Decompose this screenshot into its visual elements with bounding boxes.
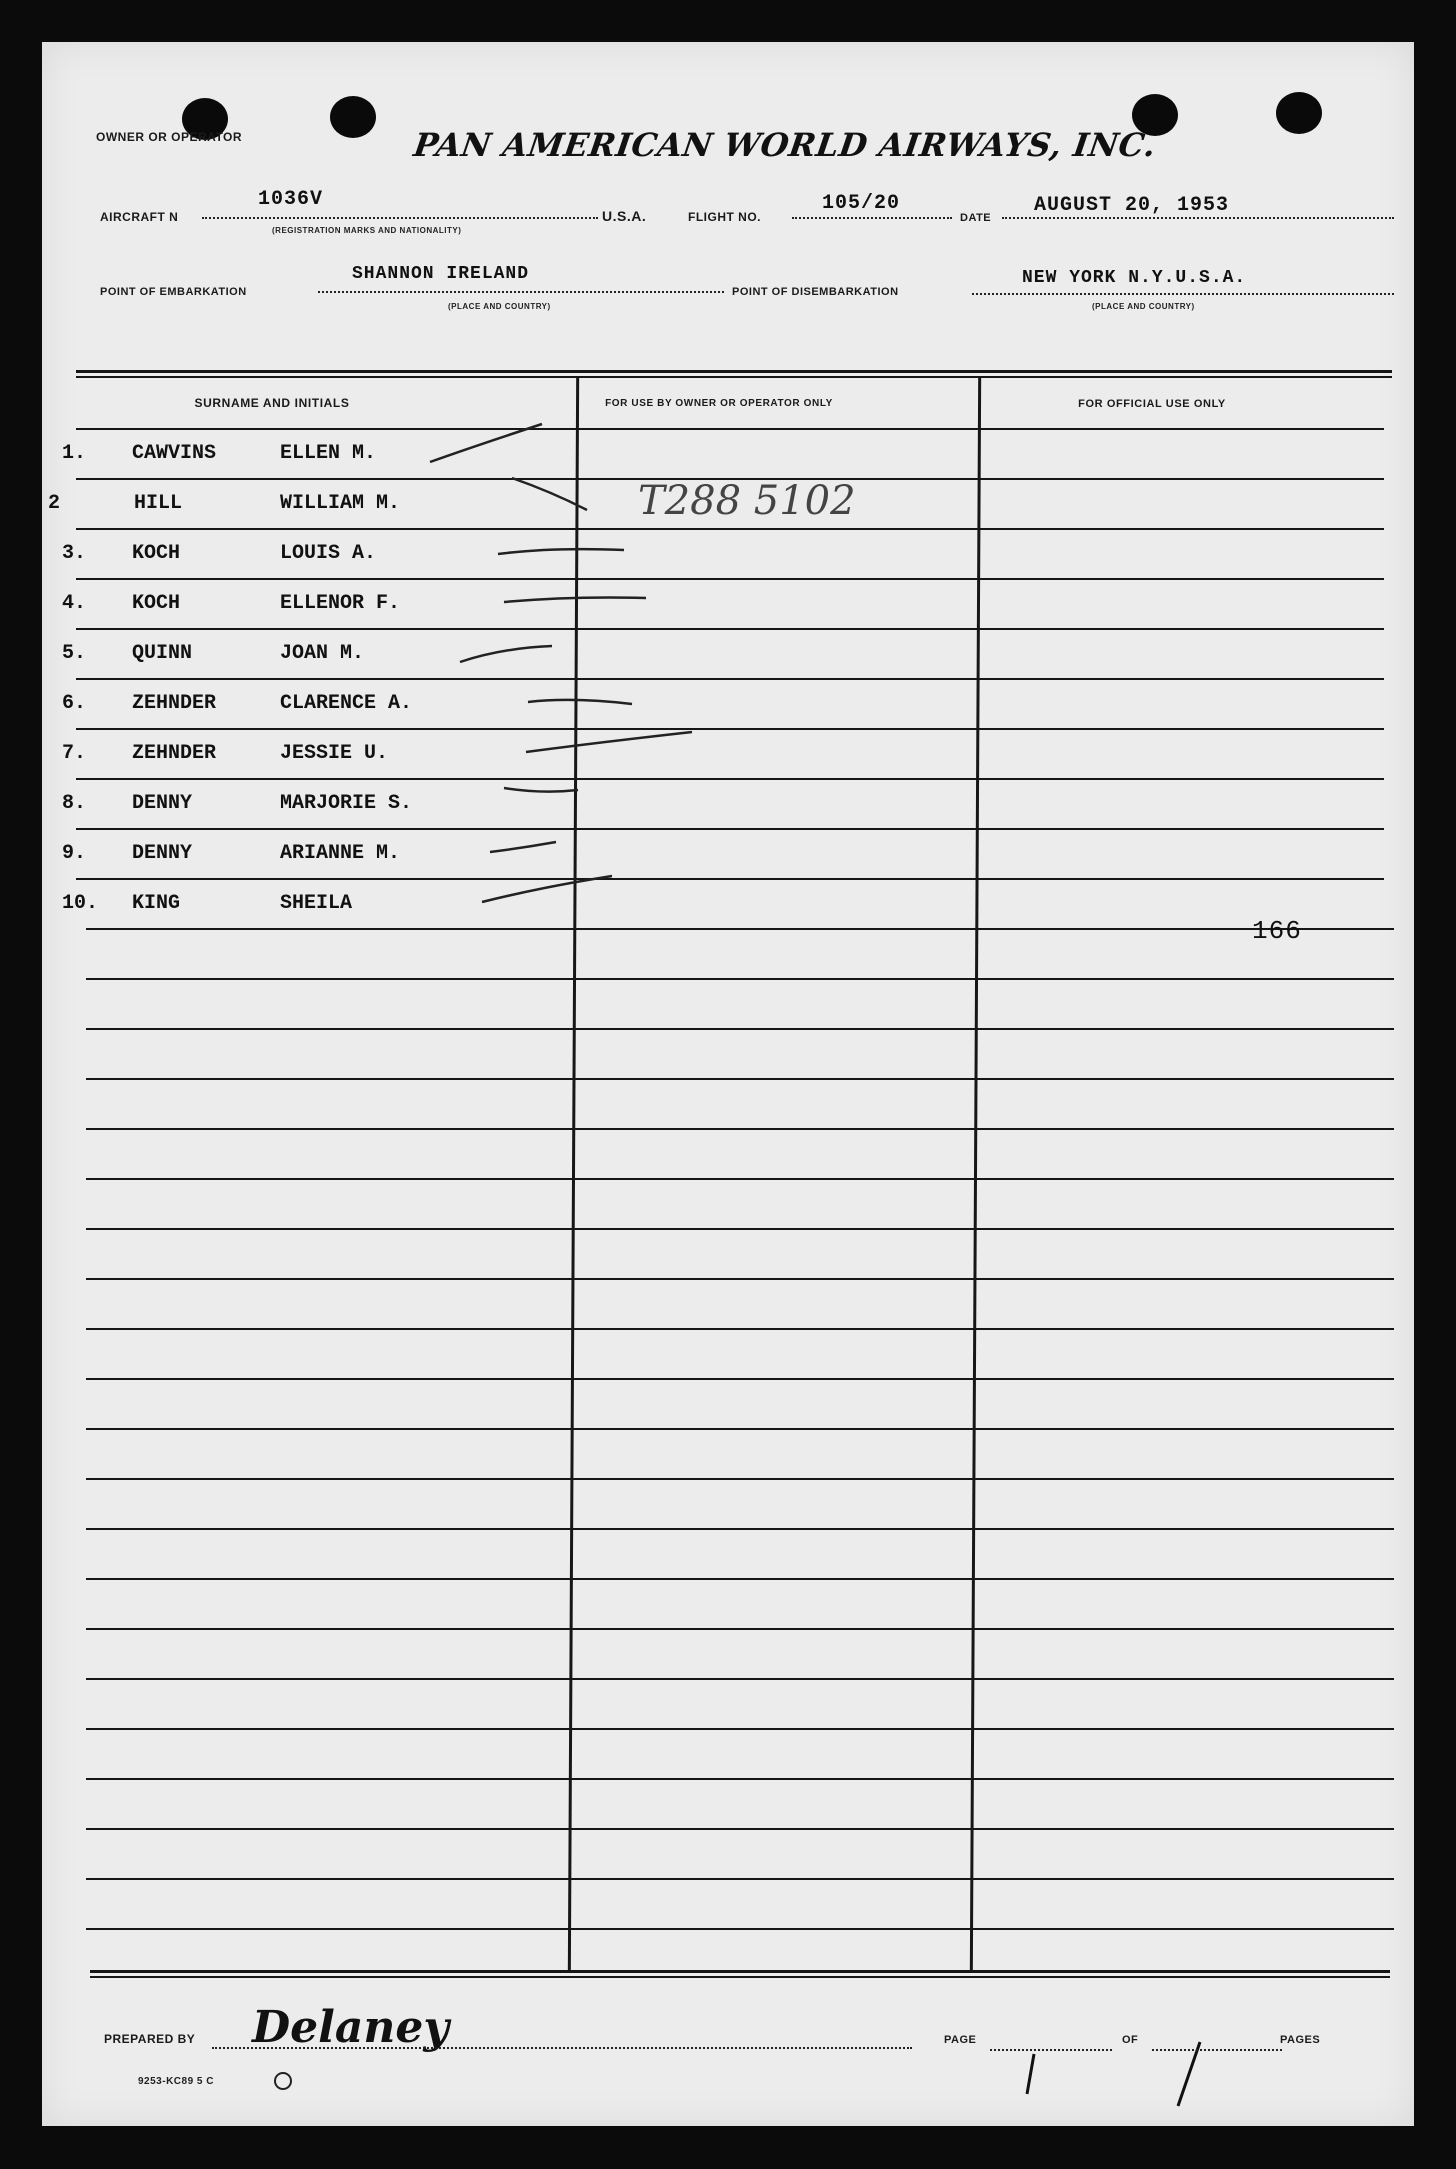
passenger-surname: KING [132, 892, 181, 915]
check-mark [512, 478, 587, 510]
passenger-given: ARIANNE M. [280, 842, 401, 865]
check-mark [526, 732, 692, 752]
pages-label: PAGES [1280, 2034, 1321, 2046]
form-code: 9253-KC89 5 C [138, 2076, 214, 2087]
airline-name: PAN AMERICAN WORLD AIRWAYS, INC. [411, 126, 1159, 164]
manifest-sheet [42, 42, 1414, 2126]
page-stroke [1027, 2054, 1034, 2094]
passenger-given: MARJORIE S. [280, 792, 413, 815]
passenger-surname: CAWVINS [132, 442, 217, 465]
prepared-label: PREPARED BY [104, 2032, 196, 2046]
official-count: 166 [1252, 916, 1302, 946]
passenger-given: CLARENCE A. [280, 692, 413, 715]
check-mark [490, 842, 556, 852]
usa-label: U.S.A. [602, 208, 647, 224]
page-line [990, 2048, 1112, 2051]
check-mark [504, 788, 578, 792]
row-number: 2 [48, 492, 61, 515]
passenger-given: WILLIAM M. [280, 492, 401, 515]
disembark-label: POINT OF DISEMBARKATION [732, 286, 899, 298]
date-label: DATE [960, 212, 992, 224]
prepared-line [212, 2046, 912, 2049]
date-value: AUGUST 20, 1953 [1034, 194, 1230, 217]
embark-value: SHANNON IRELAND [352, 264, 530, 284]
passenger-surname: KOCH [132, 592, 181, 615]
col-head-official: FOR OFFICIAL USE ONLY [1078, 398, 1226, 410]
passenger-given: JESSIE U. [280, 742, 389, 765]
row-number: 9. [62, 842, 87, 865]
registration-note: (REGISTRATION MARKS AND NATIONALITY) [272, 226, 462, 235]
passenger-given: SHEILA [280, 892, 353, 915]
row-number: 10. [62, 892, 99, 915]
row-number: 6. [62, 692, 87, 715]
row-number: 7. [62, 742, 87, 765]
page-label: PAGE [944, 2034, 977, 2046]
embark-note: (PLACE AND COUNTRY) [448, 302, 551, 311]
row-number: 4. [62, 592, 87, 615]
col-head-surname: SURNAME AND INITIALS [194, 396, 350, 410]
of-value [1192, 2032, 1193, 2033]
row-number: 8. [62, 792, 87, 815]
aircraft-value: 1036V [258, 188, 324, 211]
owner-label: OWNER OR OPERATOR [96, 130, 243, 144]
of-label: OF [1122, 2034, 1139, 2046]
union-bug-icon [274, 2072, 292, 2090]
check-mark [460, 646, 552, 662]
flight-label: FLIGHT NO. [688, 210, 761, 224]
passenger-surname: ZEHNDER [132, 742, 217, 765]
passenger-given: LOUIS A. [280, 542, 377, 565]
check-mark [498, 549, 624, 554]
disembark-value: NEW YORK N.Y.U.S.A. [1022, 268, 1247, 288]
page-stroke [1178, 2042, 1200, 2106]
passenger-given: ELLENOR F. [280, 592, 401, 615]
check-mark [528, 700, 632, 704]
flight-value: 105/20 [822, 192, 901, 215]
row-number: 5. [62, 642, 87, 665]
check-mark [430, 424, 542, 462]
of-line [1152, 2048, 1282, 2051]
check-mark [482, 876, 612, 902]
disembark-note: (PLACE AND COUNTRY) [1092, 302, 1195, 311]
passenger-surname: KOCH [132, 542, 181, 565]
col-head-operator: FOR USE BY OWNER OR OPERATOR ONLY [605, 398, 833, 409]
passenger-surname: DENNY [132, 792, 193, 815]
passenger-surname: ZEHNDER [132, 692, 217, 715]
passenger-given: ELLEN M. [280, 442, 377, 465]
check-mark [504, 598, 646, 603]
check-marks [42, 42, 1414, 2126]
embark-label: POINT OF EMBARKATION [100, 286, 247, 298]
passenger-surname: HILL [134, 492, 183, 515]
row-number: 3. [62, 542, 87, 565]
aircraft-label: AIRCRAFT N [100, 210, 179, 224]
row-number: 1. [62, 442, 87, 465]
passenger-surname: DENNY [132, 842, 193, 865]
signature: Delaney [252, 2002, 449, 2053]
operator-note: T288 5102 [638, 478, 856, 524]
passenger-surname: QUINN [132, 642, 193, 665]
passenger-given: JOAN M. [280, 642, 365, 665]
page-value [1032, 2032, 1033, 2033]
